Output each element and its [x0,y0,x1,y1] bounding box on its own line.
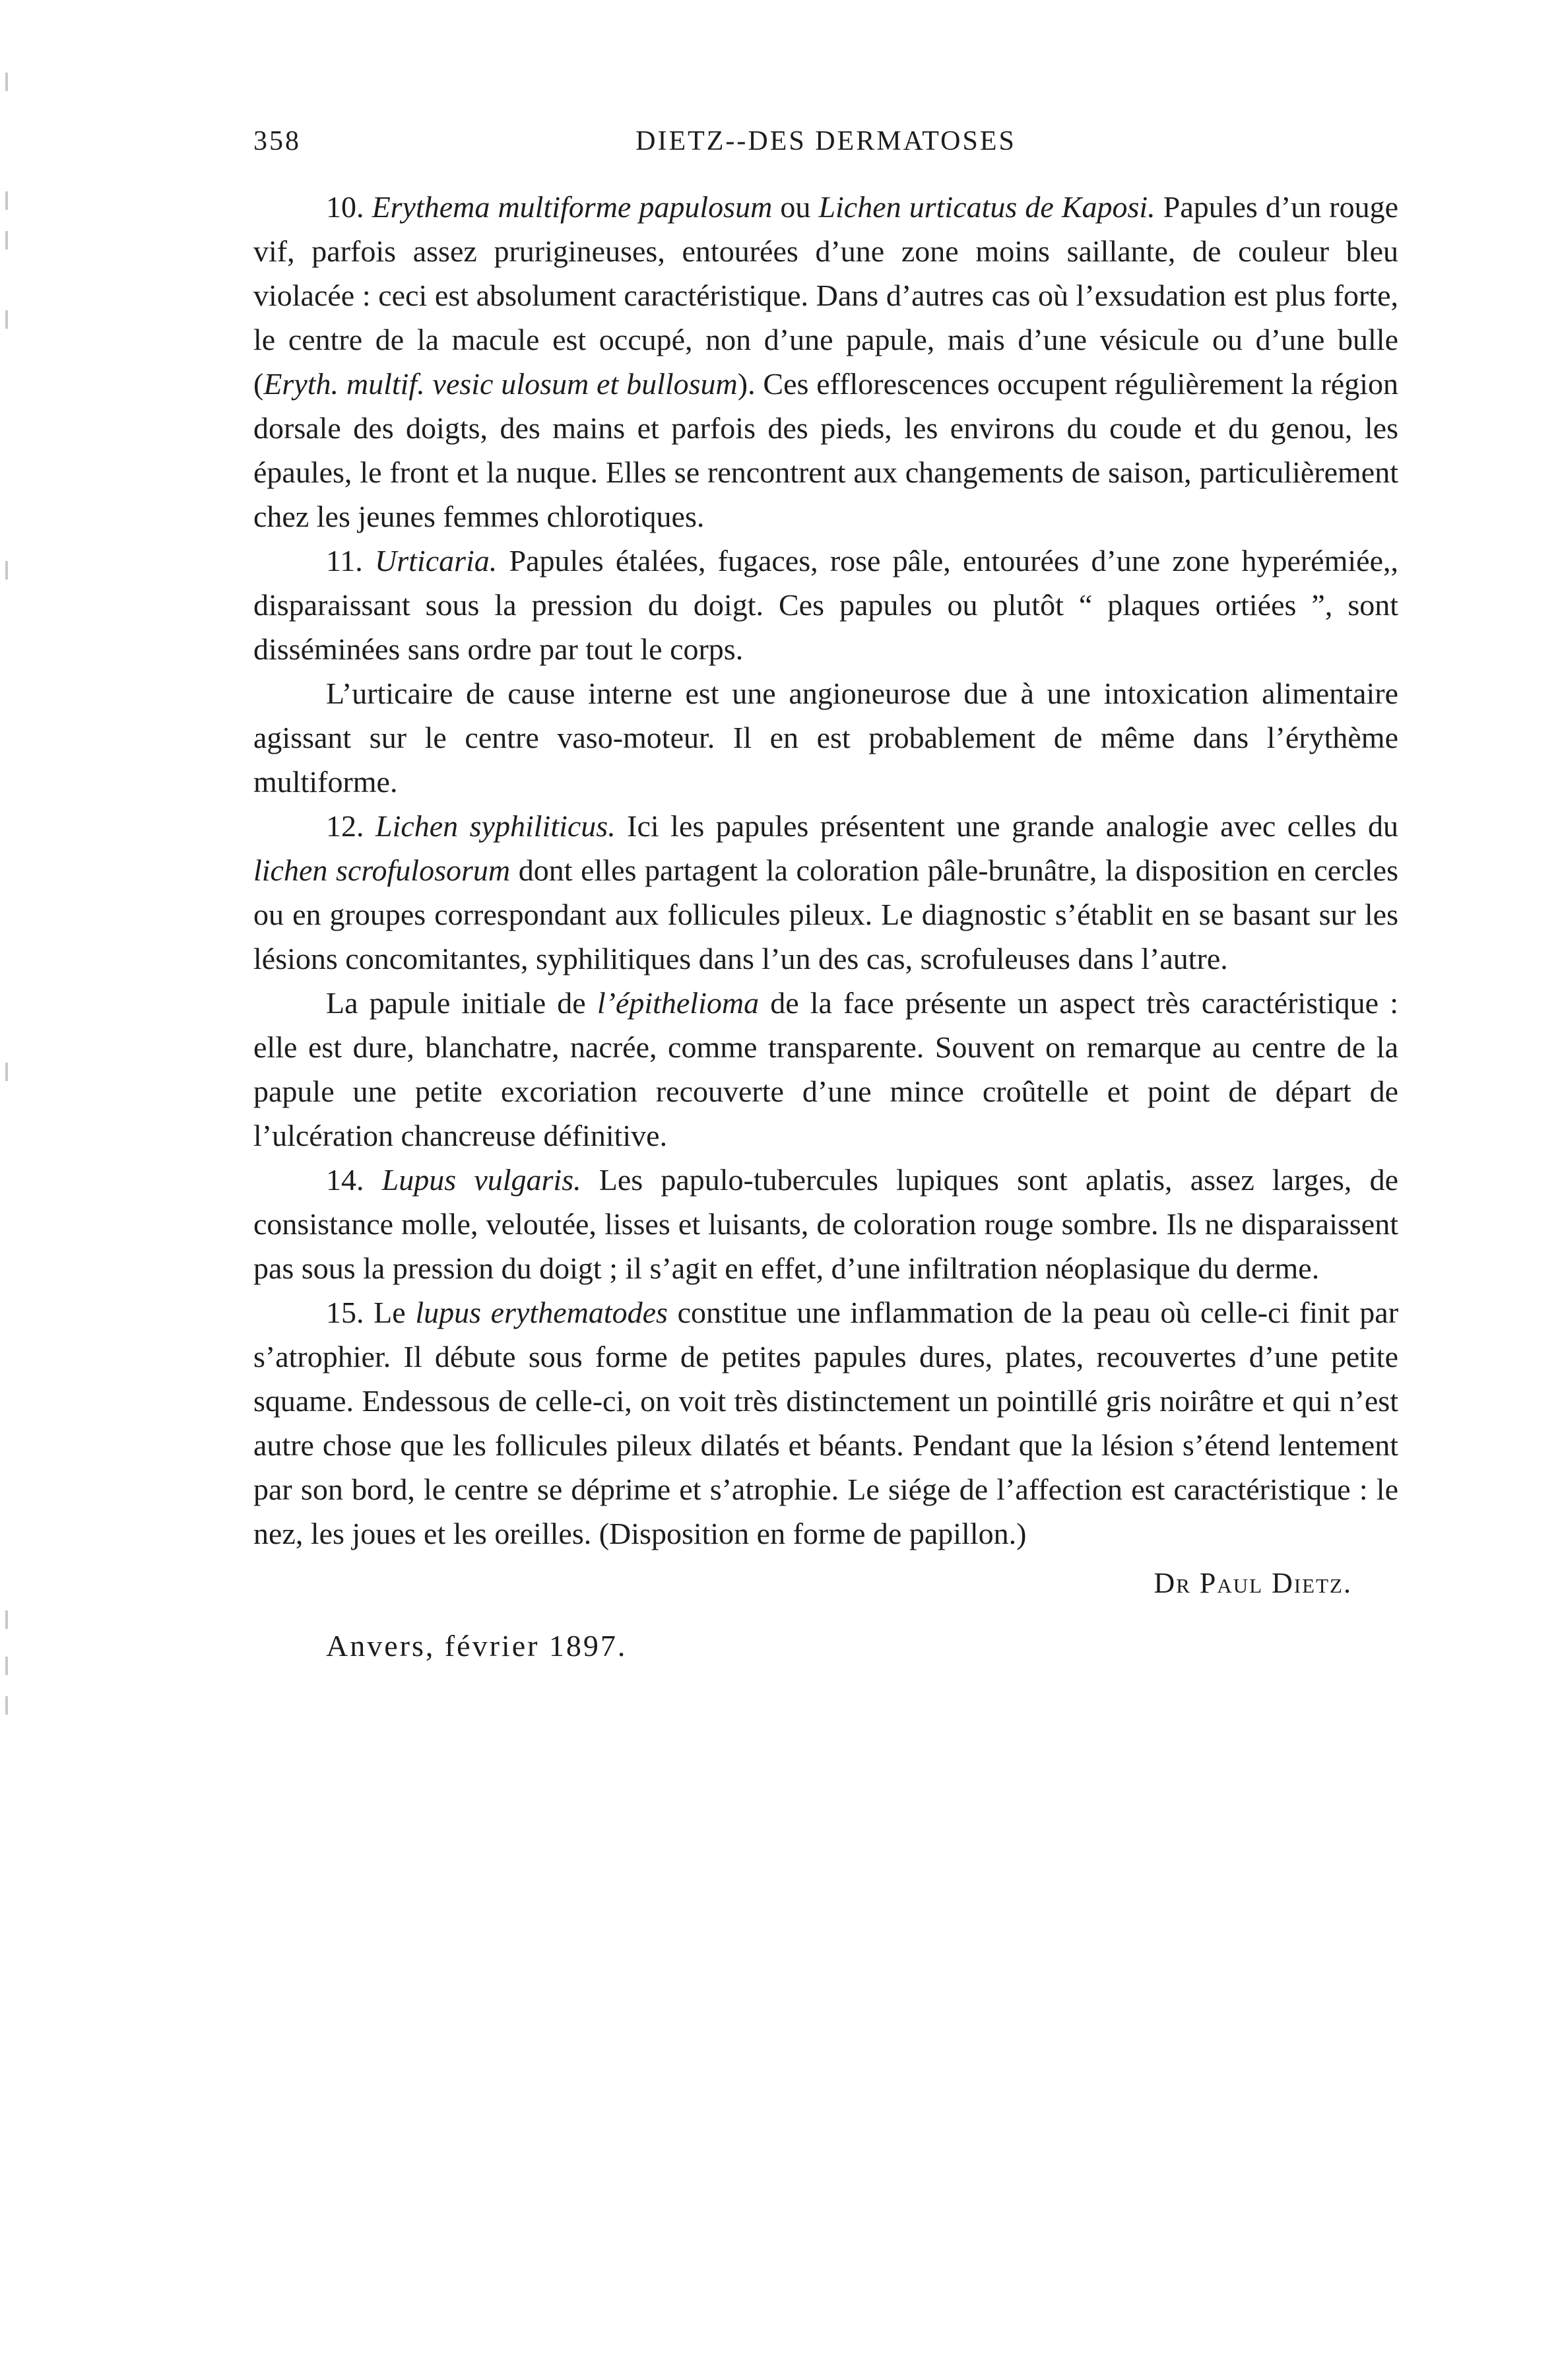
paragraph-erythema [253,185,1398,539]
paragraph-urticaire-interne [253,671,1398,804]
text-fragment: de la face présente un aspect très caractéristique : elle est dure, blanchatre, nacrée, comme transparente. Souvent on remarque au centre de la papule une petite excoriation recouverte d’une mince croûtelle et point de départ de l’ulcération chancreuse définitive. [253,986,1398,1152]
text-fragment: constitue une inflammation de la peau où celle-ci finit par s’atrophier. Il débute sous forme de petites papules dures, plates, recouvertes d’une petite squame. Endessous de celle-ci, on voit très distinctement un pointillé gris noirâtre et qui n’est autre chose que les follicules pileux dilatés et béants. Pendant que la lésion s’étend lentement par son bord, le centre se déprime et s’atrophie. Le siége de l’affection est caractéristique : le nez, les joues et les oreilles. (Disposition en forme de papillon.) [253,1296,1399,1550]
running-header [253,125,1398,172]
term-lichen-urticatus: Lichen urticatus de Kaposi. [818,190,1155,224]
text-fragment: ). Ces efflorescences occupent régulièrement la région dorsale des doigts, des mains et parfois des pieds, les environs du coude et du genou, les épaules, le front et la nuque. Elles se rencontrent aux changements de saison, particulièrement chez les jeunes femmes chlorotiques. [253,367,1398,533]
text-fragment: dont elles partagent la coloration pâle-brunâtre, la disposition en cercles ou en groupes correspondant aux follicules pileux. Le diagnostic s’établit en se basant sur les lésions concomitantes, syphilitiques dans l’un des cas, scrofuleuses dans l’autre. [253,853,1398,975]
text-fragment: La papule initiale de [326,986,597,1020]
running-title: DIETZ--DES DERMATOSES [635,126,1016,156]
author-signature: Dr Paul Dietz. [1153,1567,1352,1599]
scan-margin-marks [5,59,18,2039]
paragraph-number: 10. [326,190,372,224]
term-eryth-vesiculosum: Eryth. multif. vesic ulosum et bullosum [263,367,738,401]
term-lichen-scrofulosorum: lichen scrofulosorum [253,853,511,887]
paragraph-number: 15. Le [326,1296,416,1329]
paragraph-urticaria [253,539,1398,671]
text-fragment: ou [772,190,819,224]
paragraph-lupus-vulgaris [253,1158,1398,1290]
paragraph-epithelioma [253,981,1398,1158]
term-urticaria: Urticaria. [375,544,498,578]
text-fragment: Ici les papules présentent une grande analogie avec celles du [615,809,1398,843]
text-fragment: L’urticaire de cause interne est une angioneurose due à une intoxication alimentaire agissant sur le centre vaso-moteur. Il en est probablement de même dans l’érythème multiforme. [253,677,1398,799]
term-lichen-syphiliticus: Lichen syphiliticus. [375,809,616,843]
text-fragment: Papules d’un rouge vif, parfois assez prurigineuses, entourées d’une zone moins saillante, de couleur bleu violacée : ceci est absolument caractéristique. Dans d’autres cas où l’exsudation est plus forte, le centre de la macule est occupé, non d’une papule, mais d’une vésicule ou d’une bulle ( [253,190,1399,401]
text-fragment: Les papulo-tubercules lupiques sont aplatis, assez larges, de consistance molle, veloutée, lisses et luisants, de coloration rouge sombre. Ils ne disparaissent pas sous la pression du doigt ; il s’agit en effet, d’une infiltration néoplasique du derme. [253,1163,1399,1285]
body-text [253,185,1398,1556]
text-fragment: Papules étalées, fugaces, rose pâle, entourées d’une zone hyperémiée,, disparaissant sous la pression du doigt. Ces papules ou plutôt “ plaques ortiées ”, sont disséminées sans ordre par tout le corps. [253,544,1398,666]
page [253,125,1398,1668]
term-lupus-vulgaris: Lupus vulgaris. [381,1163,581,1197]
term-lupus-erythematodes: lupus erythematodes [415,1296,668,1329]
page-number: 358 [253,126,301,156]
paragraph-number: 14. [326,1163,382,1197]
paragraph-lichen-syphiliticus [253,804,1398,981]
paragraph-lupus-erythematodes [253,1290,1398,1556]
term-epithelioma: l’épithelioma [597,986,760,1020]
paragraph-number: 12. [326,809,375,843]
term-erythema: Erythema multiforme papulosum [372,190,773,224]
paragraph-number: 11. [326,544,375,578]
place-date: Anvers, février 1897. [326,1629,628,1663]
